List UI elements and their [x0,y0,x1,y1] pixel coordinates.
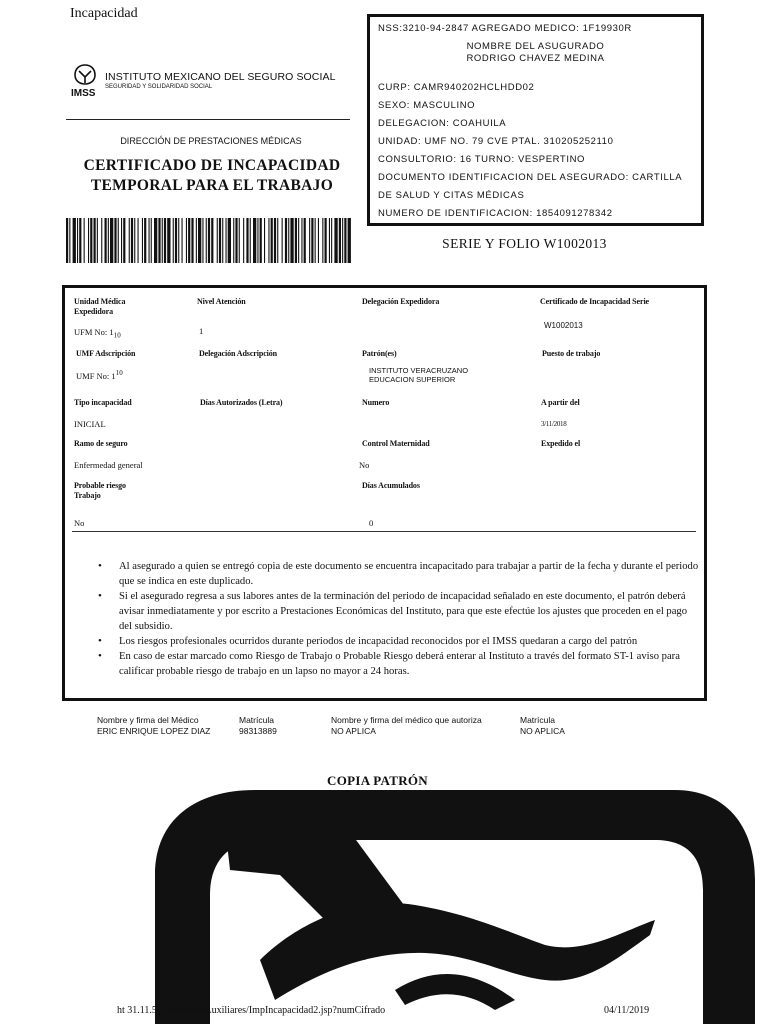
nivel-atencion-label: Nivel Atención [197,297,246,306]
notice-item: • En caso de estar marcado como Riesgo de Trabajo o Probable Riesgo deberá enterar al Instituto a través del formato ST-1 aviso para calificar probable riesgo de trabajo en un lapso no mayor a 24 horas. [95,649,699,679]
barcode-bar [123,218,125,263]
patron-label: Patrón(es) [362,349,397,358]
barcode-bar [73,218,76,263]
barcode-bar [186,218,187,263]
autoriza-signature-block [331,715,482,737]
barcode-bar [173,218,174,263]
barcode-bar [226,218,227,263]
medico-label: Nombre y firma del Médico [97,715,199,725]
delegacion-adscripcion-label: Delegación Adscripción [199,349,278,358]
insured-name-label: NOMBRE DEL ASUGURADO [466,41,605,52]
unidad-line: UNIDAD: UMF NO. 79 CVE PTAL. 310205252110 [378,136,614,147]
matricula-block [239,715,277,737]
consultorio-line: CONSULTORIO: 16 TURNO: VESPERTINO [378,154,586,165]
a-partir-del-value: 3/11/2018 [541,420,567,428]
barcode-bar [129,218,130,263]
barcode-bar [196,218,197,263]
barcode-bar [228,218,231,263]
barcode-bar [295,218,297,263]
barcode-bar [178,218,179,263]
barcode-bar [311,218,313,263]
control-maternidad-label: Control Maternidad [362,439,430,448]
autoriza-value: NO APLICA [331,726,376,736]
barcode-bar [79,218,81,263]
puesto-trabajo-label: Puesto de trabajo [542,349,601,358]
barcode-bar [162,218,163,263]
barcode-bar [101,218,102,263]
imss-watermark-icon [115,785,755,1024]
tipo-incapacidad-value: INICIAL [74,419,106,429]
barcode-bar [304,218,306,263]
barcode-bar [253,218,256,263]
barcode-bar [84,218,85,263]
barcode-bar [342,218,343,263]
barcode-bar [222,218,223,263]
barcode-bar [175,218,177,263]
serie-folio: SERIE Y FOLIO W1002013 [442,236,607,251]
barcode-bar [344,218,346,263]
barcode-bar [250,218,251,263]
barcode-bar [282,218,283,263]
barcode-bar [290,218,293,263]
probable-riesgo-value: No [74,518,85,528]
dias-acumulados-label: Días Acumulados [362,481,420,490]
matricula-label: Matrícula [239,715,274,725]
curp-line: CURP: CAMR940202HCLHDD02 [378,82,535,93]
barcode-bar [66,218,68,263]
barcode-bar [164,218,166,263]
header-divider [66,119,350,120]
certificate-title-line-1: CERTIFICADO DE INCAPACIDAD [83,157,341,174]
barcode-bar [97,218,98,263]
footer-date: 04/11/2019 [604,1005,650,1016]
barcode-bar [208,218,210,263]
barcode-bar [211,218,213,263]
certificate-title-line-2: TEMPORAL PARA EL TRABAJO [90,177,334,194]
barcode-bar [105,218,107,263]
barcode-bar [114,218,116,263]
unidad-expedidora-label: Unidad Médica Expedidora [74,297,126,316]
dias-autorizados-label: Días Autorizados (Letra) [200,398,283,407]
direccion-label: DIRECCIÓN DE PRESTACIONES MÉDICAS [120,136,302,146]
umf-adscripcion-value: UMF No: $1^{10}$ [76,369,123,381]
insured-info-box [367,14,704,226]
barcode-bar [154,218,157,263]
umf-adscripcion-label: UMF Adscripción [76,349,136,358]
id-number-line: NUMERO DE IDENTIFICACION: 1854091278342 [378,208,613,219]
footer-url: ht 31.11.50 /ServiciosAuxiliares/ImpIncapacidad2.jsp?numCifrado [117,1005,386,1016]
barcode-bar [257,218,258,263]
barcode-bar [348,218,351,263]
sexo-line: SEXO: MASCULINO [378,100,476,111]
barcode-bar [274,218,276,263]
expedido-el-label: Expedido el [541,439,581,448]
barcode-bar [233,218,234,263]
barcode-bar [325,218,327,263]
barcode-bar [198,218,201,263]
barcode-bar [271,218,273,263]
ramo-seguro-label: Ramo de seguro [74,439,128,448]
matricula-2-label: Matrícula [520,715,555,725]
barcode-bar [90,218,92,263]
barcode [66,218,351,263]
barcode-bar [77,218,78,263]
barcode-bar [138,218,139,263]
barcode-bar [331,218,332,263]
barcode-bar [158,218,160,263]
barcode-bar [188,218,190,263]
barcode-bar [88,218,89,263]
barcode-bar [219,218,221,263]
details-divider [72,531,696,532]
delegacion-expedidora-label: Delegación Expedidora [362,297,440,306]
logo-text: IMSS [71,88,96,97]
notice-item: • Los riesgos profesionales ocurridos durante periodos de incapacidad reconocidos por el IMSS quedaran a cargo del patrón [95,634,699,649]
barcode-bar [260,218,262,263]
barcode-bar [235,218,237,263]
barcode-bar [151,218,152,263]
barcode-bar [110,218,113,263]
barcode-bar [191,218,193,263]
barcode-bar [131,218,133,263]
certificado-serie-value: W1002013 [544,321,583,330]
barcode-bar [243,218,244,263]
notice-item: • Si el asegurado regresa a sus labores antes de la terminación del periodo de incapacidad señalado en este documento, el patrón deberá avisar inmediatamente y por escrito a Prestaciones Económicas del Instituto, para que este efectúe los ajustes que proceden en el pago del subsidio. [95,589,699,634]
barcode-bar [264,218,265,263]
ramo-seguro-value: Enfermedad general [74,460,143,470]
barcode-bar [118,218,119,263]
barcode-bar [309,218,310,263]
barcode-bar [246,218,248,263]
patron-line-2: EDUCACION SUPERIOR [369,375,456,384]
control-maternidad-value: No [359,460,370,470]
notice-list [95,559,699,679]
unidad-expedidora-value: UFM No: $1_{10}$ [74,327,121,340]
barcode-bar [315,218,316,263]
barcode-bar [268,218,269,263]
barcode-bar [144,218,146,263]
nss-line: NSS:3210-94-2847 AGREGADO MEDICO: 1F19930R [378,23,632,34]
barcode-bar [182,218,183,263]
barcode-bar [318,218,319,263]
barcode-bar [108,218,109,263]
medico-signature-block [97,715,210,737]
barcode-bar [142,218,143,263]
institution-motto: SEGURIDAD Y SOLIDARIDAD SOCIAL [105,84,213,90]
dias-acumulados-value: 0 [369,518,374,528]
barcode-bar [301,218,302,263]
numero-label: Numero [362,398,390,407]
patron-line-1: INSTITUTO VERACRUZANO [369,366,469,375]
a-partir-del-label: A partir del [541,398,580,407]
barcode-bar [121,218,122,263]
matricula-value: 98313889 [239,726,277,736]
doc-id-line-1: DOCUMENTO IDENTIFICACION DEL ASEGURADO: CARTILLA [378,172,683,183]
delegacion-line: DELEGACION: COAHUILA [378,118,507,129]
nivel-atencion-value: 1 [199,326,204,336]
barcode-bar [329,218,330,263]
imss-logo-icon [70,63,100,97]
barcode-bar [288,218,289,263]
institution-name: INSTITUTO MEXICANO DEL SEGURO SOCIAL [105,71,336,83]
barcode-bar [134,218,135,263]
autoriza-label: Nombre y firma del médico que autoriza [331,715,482,725]
certificado-serie-label: Certificado de Incapacidad Serie [540,297,650,306]
barcode-bar [149,218,150,263]
doc-id-line-2: DE SALUD Y CITAS MÉDICAS [378,190,525,201]
document-header-label: Incapacidad [70,6,138,21]
barcode-bar [167,218,170,263]
barcode-bar [277,218,278,263]
barcode-bar [202,218,203,263]
barcode-bar [217,218,218,263]
barcode-bar [322,218,323,263]
barcode-bar [206,218,207,263]
barcode-bar [94,218,96,263]
barcode-bar [239,218,240,263]
medico-name: ERIC ENRIQUE LOPEZ DIAZ [97,726,211,736]
patron-value [369,366,468,384]
barcode-bar [339,218,341,263]
copy-label: COPIA PATRÓN [327,773,428,788]
probable-riesgo-label-line-1: Probable riesgo [74,481,126,490]
tipo-incapacidad-label: Tipo incapacidad [74,398,132,407]
barcode-bar [334,218,337,263]
barcode-bar [285,218,287,263]
incapacity-details-box [62,285,707,701]
insured-name: RODRIGO CHAVEZ MEDINA [466,53,605,64]
probable-riesgo-label-line-2: Trabajo [74,491,101,500]
barcode-bar [69,218,70,263]
probable-riesgo-label [74,481,126,501]
matricula-2-block [520,715,565,737]
certificate-title [66,156,358,196]
matricula-2-value: NO APLICA [520,726,565,736]
notice-item: • Al asegurado a quien se entregó copia de este documento se encuentra incapacitado para trabajar a partir de la fecha y durante el periodo que se indica en este duplicado. [95,559,699,589]
barcode-bar [298,218,299,263]
